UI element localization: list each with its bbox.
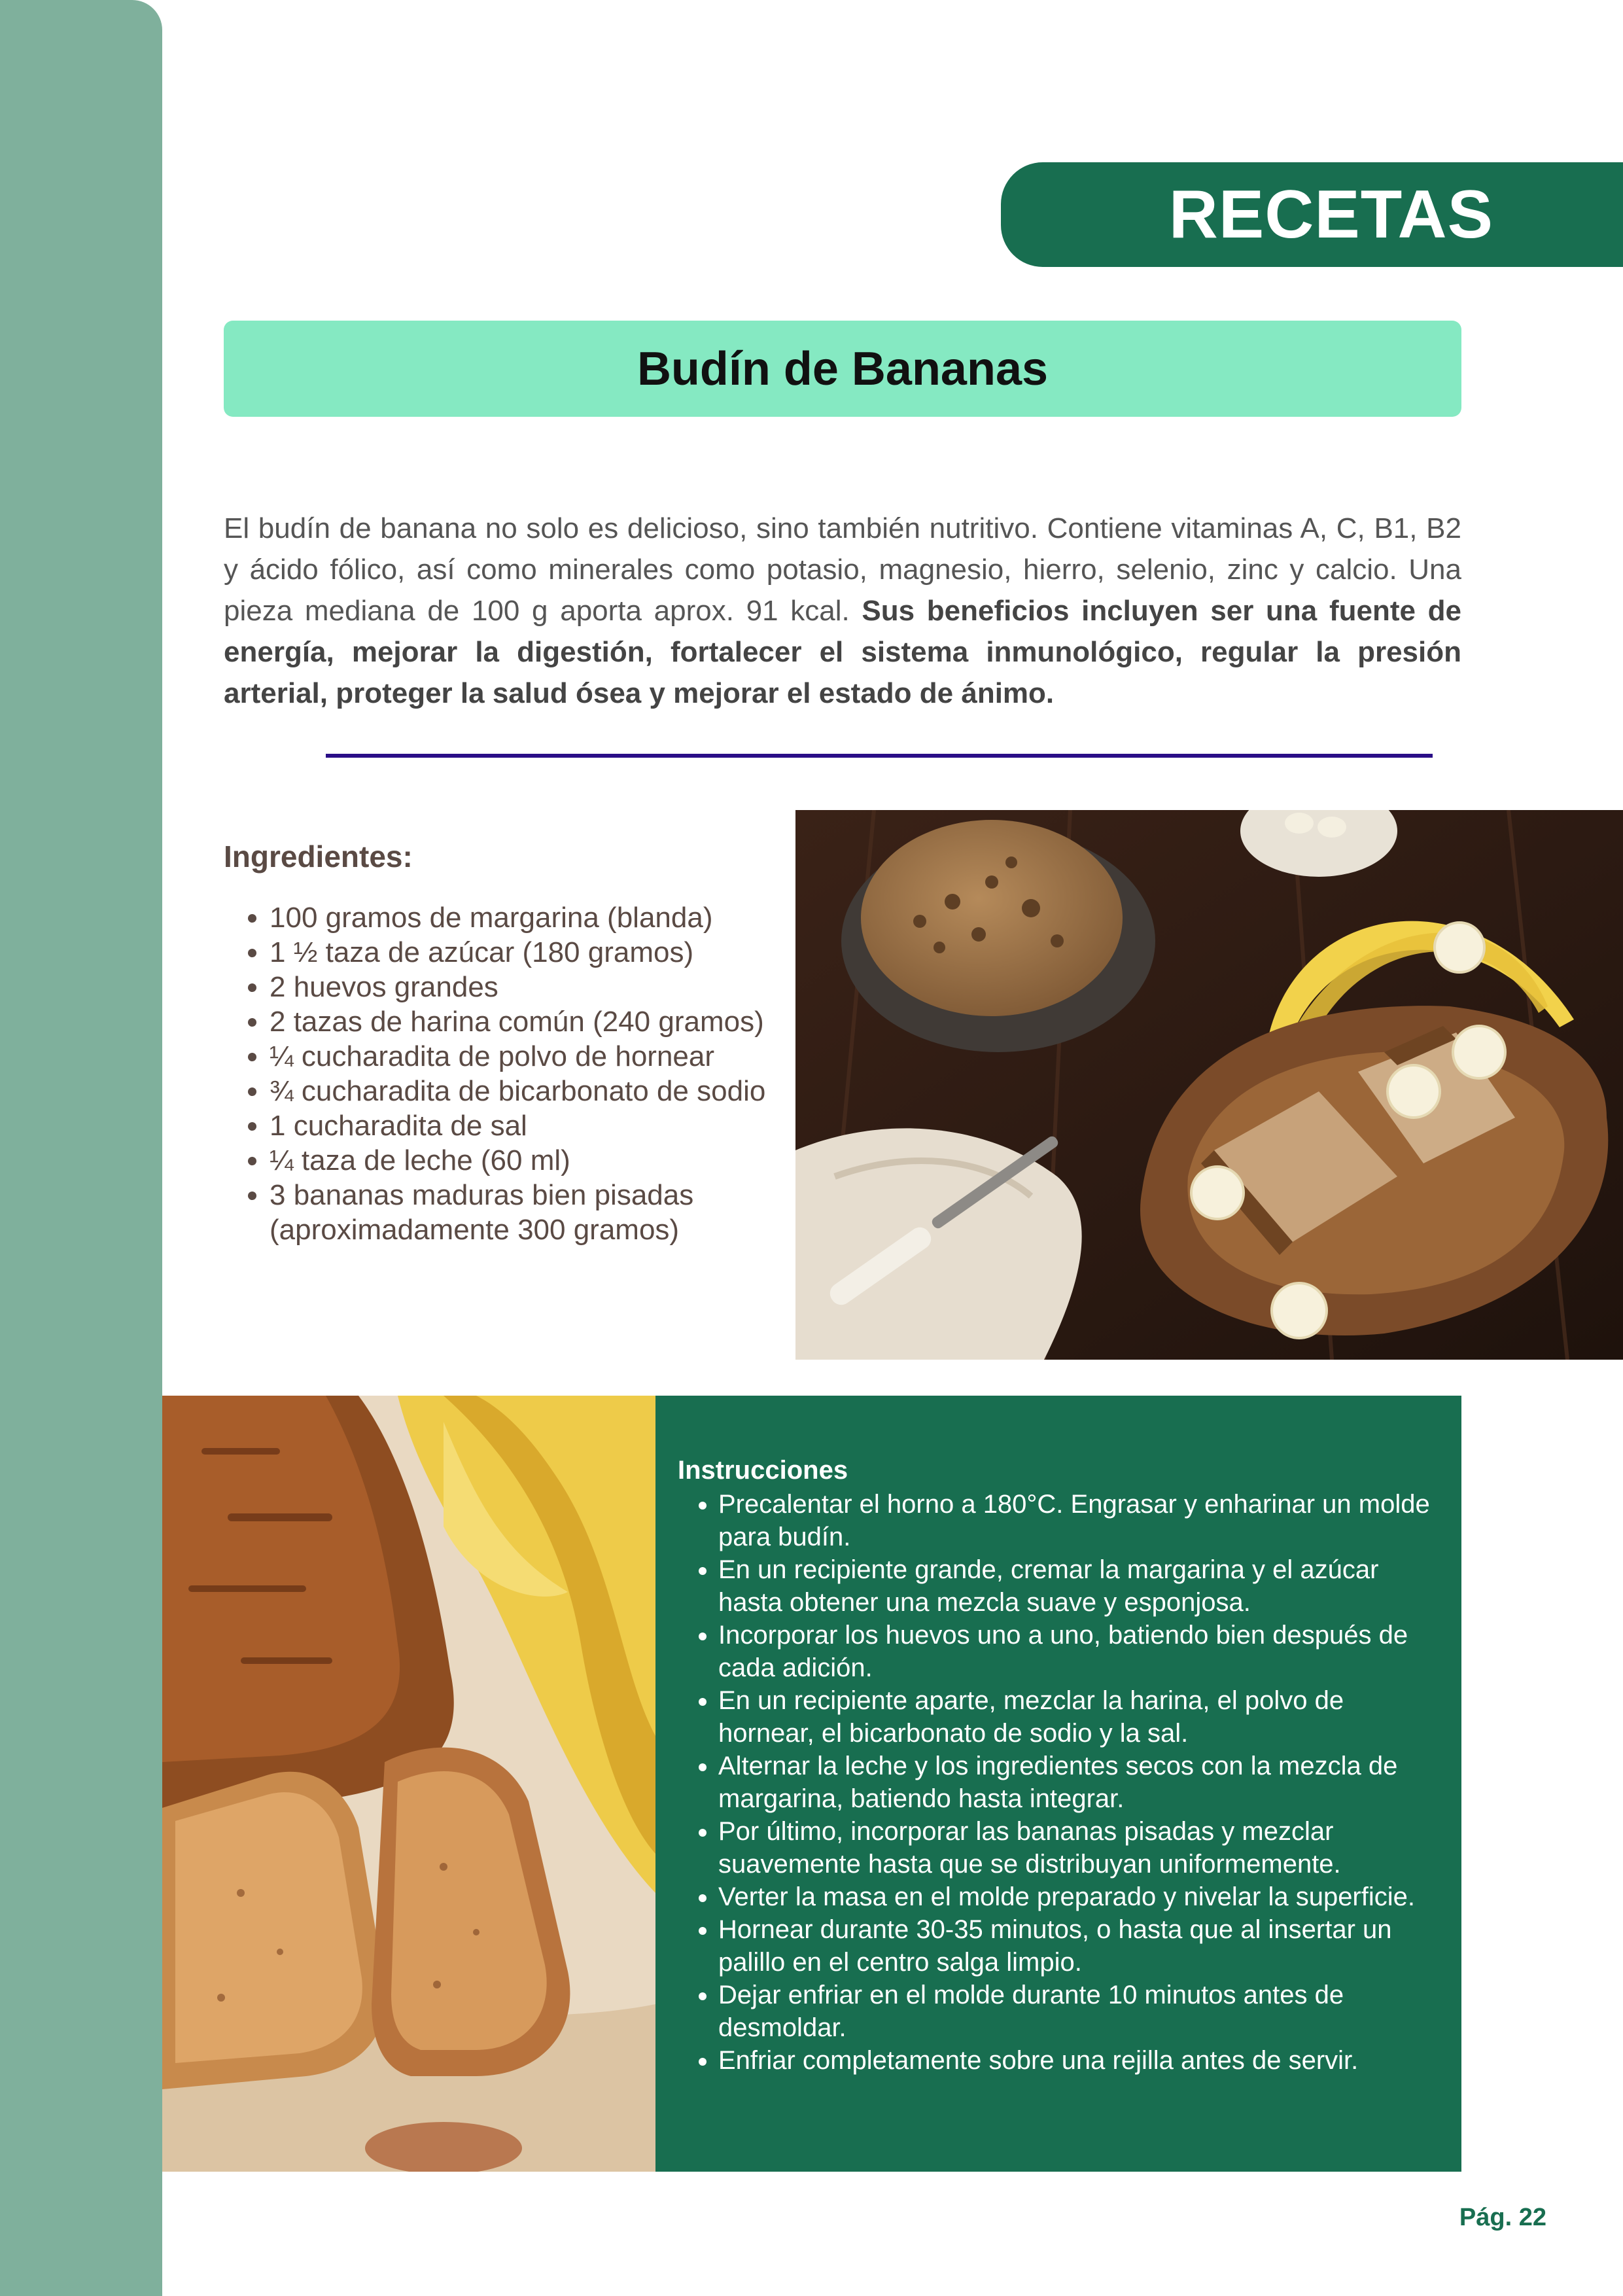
recipe-title: Budín de Bananas	[637, 342, 1049, 395]
instruction-step: • Precalentar el horno a 180°C. Engrasar y enharinar un molde para budín.	[718, 1488, 1442, 1553]
instruction-step: • Alternar la leche y los ingredientes secos con la mezcla de margarina, batiendo hasta integrar.	[718, 1750, 1442, 1815]
instruction-step: • Dejar enfriar en el molde durante 10 minutos antes de desmoldar.	[718, 1979, 1442, 2044]
ingredient-item: • 100 gramos de margarina (blanda)	[270, 900, 773, 935]
instruction-step: • Verter la masa en el molde preparado y nivelar la superficie.	[718, 1881, 1442, 1913]
instruction-step: • Incorporar los huevos uno a uno, batiendo bien después de cada adición.	[718, 1619, 1442, 1684]
ingredient-item: • 1 cucharadita de sal	[270, 1108, 773, 1143]
banana-bread-board-photo	[795, 810, 1623, 1360]
ingredients-section	[224, 839, 773, 1247]
page-number: Pág. 22	[1459, 2204, 1546, 2231]
ingredient-item: • 2 tazas de harina común (240 gramos)	[270, 1004, 773, 1039]
banana-bread-loaf-photo	[162, 1396, 655, 2172]
ingredients-heading: Ingredientes:	[224, 839, 413, 874]
section-tab-label: RECETAS	[1168, 177, 1493, 253]
instruction-step: • En un recipiente grande, cremar la margarina y el azúcar hasta obtener una mezcla suave y esponjosa.	[718, 1553, 1442, 1619]
ingredient-item: • ¼ cucharadita de polvo de hornear	[270, 1039, 773, 1074]
ingredient-item: • ¾ cucharadita de bicarbonato de sodio	[270, 1074, 773, 1108]
ingredient-item: • 3 bananas maduras bien pisadas (aproximadamente 300 gramos)	[270, 1178, 773, 1247]
instruction-step: • En un recipiente aparte, mezclar la harina, el polvo de hornear, el bicarbonato de sodio y la sal.	[718, 1684, 1442, 1750]
section-divider	[326, 754, 1433, 758]
instructions-heading: Instrucciones	[678, 1456, 848, 1485]
left-decorative-bar	[0, 0, 162, 2296]
recipe-title-banner	[224, 321, 1461, 417]
intro-text: El budín de banana no solo es delicioso, sino también nutritivo. Contiene vitaminas A, C, B1, B2 y ácido fólico, así como minerales como potasio, magnesio, hierro, selenio, zinc y calcio. Una pieza mediana de 100 g aporta aprox. 91 kcal.	[224, 512, 1461, 627]
instruction-step: • Por último, incorporar las bananas pisadas y mezclar suavemente hasta que se distribuyan uniformemente.	[718, 1815, 1442, 1881]
instructions-list	[678, 1488, 1442, 2077]
intro-benefits: Sus beneficios incluyen ser una fuente de energía, mejorar la digestión, fortalecer el sistema inmunológico, regular la presión arterial, proteger la salud ósea y mejorar el estado de ánimo.	[224, 595, 1461, 709]
section-tab	[1001, 162, 1623, 267]
ingredient-item: • ¼ taza de leche (60 ml)	[270, 1143, 773, 1178]
ingredient-item: • 1 ½ taza de azúcar (180 gramos)	[270, 935, 773, 970]
instructions-panel	[655, 1396, 1461, 2172]
instruction-step: • Hornear durante 30-35 minutos, o hasta que al insertar un palillo en el centro salga limpio.	[718, 1913, 1442, 1979]
instruction-step: • Enfriar completamente sobre una rejilla antes de servir.	[718, 2044, 1442, 2077]
intro-paragraph	[224, 508, 1461, 714]
ingredient-item: • 2 huevos grandes	[270, 970, 773, 1004]
ingredients-list	[224, 900, 773, 1247]
